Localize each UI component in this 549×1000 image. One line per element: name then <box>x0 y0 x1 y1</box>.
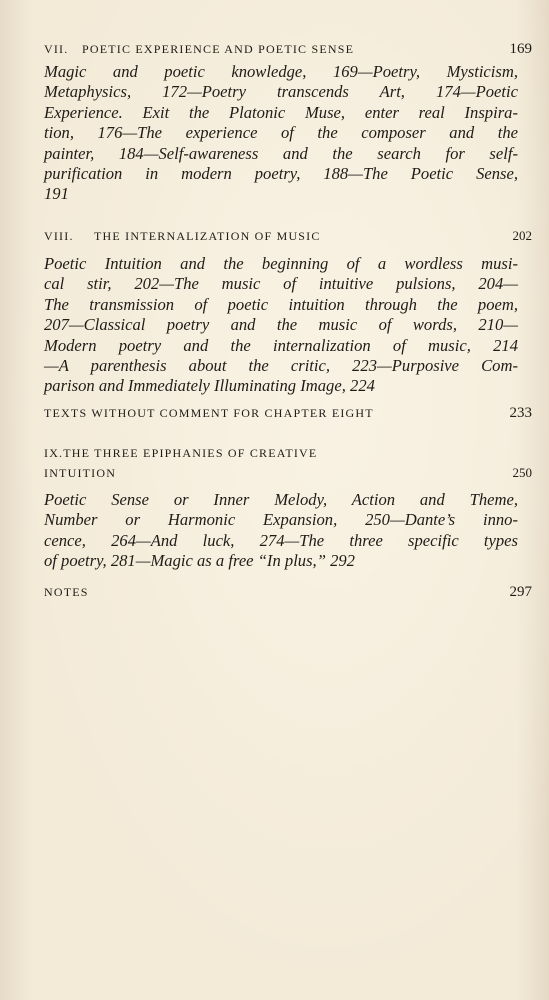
summary-line: parison and Immediately Illuminating Image, 224 <box>44 376 375 396</box>
entry-heading <box>44 403 532 423</box>
summary-line: Metaphysics, 172—Poetry transcends Art, 174—Poetic <box>44 82 518 102</box>
chapter-title: THE INTERNALIZATION OF MUSIC <box>94 229 321 243</box>
summary-line: cence, 264—And luck, 274—The three specific types <box>44 530 518 550</box>
chapter-heading <box>44 39 532 59</box>
summary-line: tion, 176—The experience of the composer and the <box>44 123 518 143</box>
toc-entry-chapter-7 <box>44 39 532 205</box>
chapter-summary <box>44 254 518 397</box>
chapter-numeral: VII. <box>44 42 69 56</box>
chapter-heading <box>44 226 532 246</box>
chapter-title-line-2: INTUITION <box>44 466 117 480</box>
summary-line: —A parenthesis about the critic, 223—Purposive Com- <box>44 356 518 376</box>
toc-entry-chapter-9 <box>44 443 532 572</box>
summary-line: 191 <box>44 184 69 204</box>
toc-entry-notes <box>44 582 532 602</box>
toc-entry-texts-without-comment <box>44 403 532 423</box>
summary-line: Magic and poetic knowledge, 169—Poetry, Mysticism, <box>44 62 518 81</box>
summary-line: Poetic Intuition and the beginning of a wordless musi- <box>44 254 518 273</box>
summary-line: Experience. Exit the Platonic Muse, enter real Inspira- <box>44 102 518 122</box>
chapter-page-number: 202 <box>512 228 532 243</box>
summary-line: Poetic Sense or Inner Melody, Action and Theme, <box>44 490 518 509</box>
entry-title: TEXTS WITHOUT COMMENT FOR CHAPTER EIGHT <box>44 406 374 420</box>
entry-title: NOTES <box>44 585 89 599</box>
chapter-heading <box>44 443 532 483</box>
entry-heading <box>44 582 532 602</box>
summary-line: cal stir, 202—The music of intuitive pulsions, 204— <box>44 274 518 294</box>
chapter-numeral: IX. <box>44 446 64 460</box>
entry-page-number: 233 <box>509 405 532 421</box>
chapter-page-number: 169 <box>509 41 532 57</box>
entry-page-number: 297 <box>509 584 532 600</box>
toc-entry-chapter-8 <box>44 226 532 397</box>
chapter-page-number: 250 <box>512 465 532 480</box>
chapter-summary <box>44 62 518 205</box>
summary-line: Number or Harmonic Expansion, 250—Dante’s inno- <box>44 510 518 530</box>
chapter-title-line-1: THE THREE EPIPHANIES OF CREATIVE <box>63 446 318 460</box>
summary-line: The transmission of poetic intuition through the poem, <box>44 294 518 314</box>
summary-line: 207—Classical poetry and the music of words, 210— <box>44 315 518 335</box>
summary-line: of poetry, 281—Magic as a free “In plus,” 292 <box>44 551 355 571</box>
summary-line: painter, 184—Self-awareness and the search for self- <box>44 143 518 163</box>
summary-line: Modern poetry and the internalization of music, 214 <box>44 335 518 355</box>
chapter-summary <box>44 490 518 572</box>
summary-line: purification in modern poetry, 188—The Poetic Sense, <box>44 164 518 184</box>
chapter-title: POETIC EXPERIENCE AND POETIC SENSE <box>82 42 355 56</box>
chapter-numeral: VIII. <box>44 229 74 243</box>
